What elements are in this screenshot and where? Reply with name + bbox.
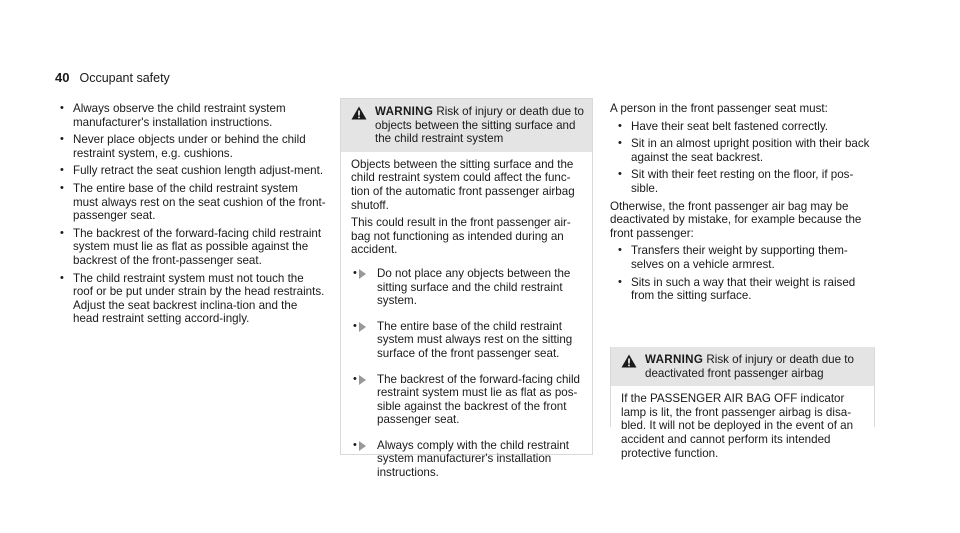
step-item bbox=[351, 439, 582, 480]
warning-heading bbox=[375, 105, 584, 146]
list-item: • Always observe the child restraint system manufacturer's installation instructions. bbox=[58, 102, 326, 129]
step-text: The entire base of the child restraint system must always rest on the sitting surface of the front passenger seat. bbox=[377, 319, 573, 360]
warning-body bbox=[611, 386, 874, 470]
warning-header bbox=[611, 347, 874, 386]
list-item: • Sit in an almost upright position with their back against the seat backrest. bbox=[616, 137, 875, 164]
warning-title: Risk of injury or death due to objects between the sitting surface and the child restraint system bbox=[375, 105, 584, 146]
step-item bbox=[351, 373, 582, 427]
column-right bbox=[610, 102, 875, 307]
list-item: • Transfers their weight by supporting them-selves on a vehicle armrest. bbox=[616, 244, 875, 271]
section-title: Occupant safety bbox=[79, 71, 170, 85]
step-text: Do not place any objects between the sitting surface and the child restraint system. bbox=[377, 266, 571, 308]
warning-header bbox=[341, 99, 592, 152]
column-left bbox=[58, 102, 326, 330]
warning-paragraph: If the PASSENGER AIR BAG OFF indicator lamp is lit, the front passenger airbag is disa-bled. It will not be deployed in the event of an accident and cannot perform its intended protective function. bbox=[621, 392, 854, 460]
step-text: The backrest of the forward-facing child restraint system must lie as flat as pos-sible against the backrest of the front passenger seat. bbox=[377, 372, 580, 427]
list-item: • Sit with their feet resting on the floor, if pos-sible. bbox=[616, 168, 875, 195]
warning-box-objects bbox=[340, 98, 593, 480]
list-item: • Have their seat belt fastened correctly. bbox=[616, 120, 875, 134]
warning-heading bbox=[645, 353, 866, 380]
warning-label: WARNING bbox=[645, 353, 704, 366]
arrow-right-icon bbox=[359, 375, 366, 385]
arrow-right-icon bbox=[359, 269, 366, 279]
warning-title: Risk of injury or death due to deactivated front passenger airbag bbox=[645, 353, 854, 380]
paragraph-otherwise: Otherwise, the front passenger air bag may be deactivated by mistake, for example because the front passenger: bbox=[610, 199, 862, 240]
arrow-right-icon bbox=[359, 441, 366, 451]
list-item: • The child restraint system must not touch the roof or be put under strain by the head restraints. Adjust the seat backrest inclina-tion and the head restraint setting accord-ingly. bbox=[58, 272, 326, 326]
step-text: Always comply with the child restraint system manufacturer's installation instructions. bbox=[377, 438, 570, 480]
page-header bbox=[55, 70, 170, 85]
warning-triangle-icon bbox=[351, 106, 367, 120]
warning-triangle-icon bbox=[621, 354, 637, 368]
list-item: • Never place objects under or behind the child restraint system, e.g. cushions. bbox=[58, 133, 326, 160]
list-item: • Fully retract the seat cushion length adjust-ment. bbox=[58, 164, 326, 178]
step-item bbox=[351, 320, 582, 361]
step-item bbox=[351, 267, 582, 308]
warning-steps bbox=[351, 267, 582, 480]
paragraph-intro: A person in the front passenger seat must: bbox=[610, 102, 828, 115]
warning-body bbox=[341, 152, 592, 498]
list-item: • The entire base of the child restraint system must always rest on the seat cushion of the front-passenger seat. bbox=[58, 182, 326, 223]
requirements-list bbox=[616, 120, 875, 196]
warning-box-airbag bbox=[610, 347, 875, 460]
warning-label: WARNING bbox=[375, 105, 434, 118]
warning-paragraph: This could result in the front passenger air-bag not functioning as intended during an accident. bbox=[351, 216, 571, 257]
list-item: • The backrest of the forward-facing child restraint system must lie as flat as possible against the backrest of the front-passenger seat. bbox=[58, 227, 326, 268]
warning-paragraph: Objects between the sitting surface and the child restraint system could affect the func-tion of the automatic front passenger airbag shutoff. bbox=[351, 157, 575, 212]
list-item: • Sits in such a way that their weight is raised from the sitting surface. bbox=[616, 276, 875, 303]
page-number: 40 bbox=[55, 70, 70, 85]
causes-list bbox=[616, 244, 875, 302]
instruction-list bbox=[58, 102, 326, 326]
arrow-right-icon bbox=[359, 322, 366, 332]
